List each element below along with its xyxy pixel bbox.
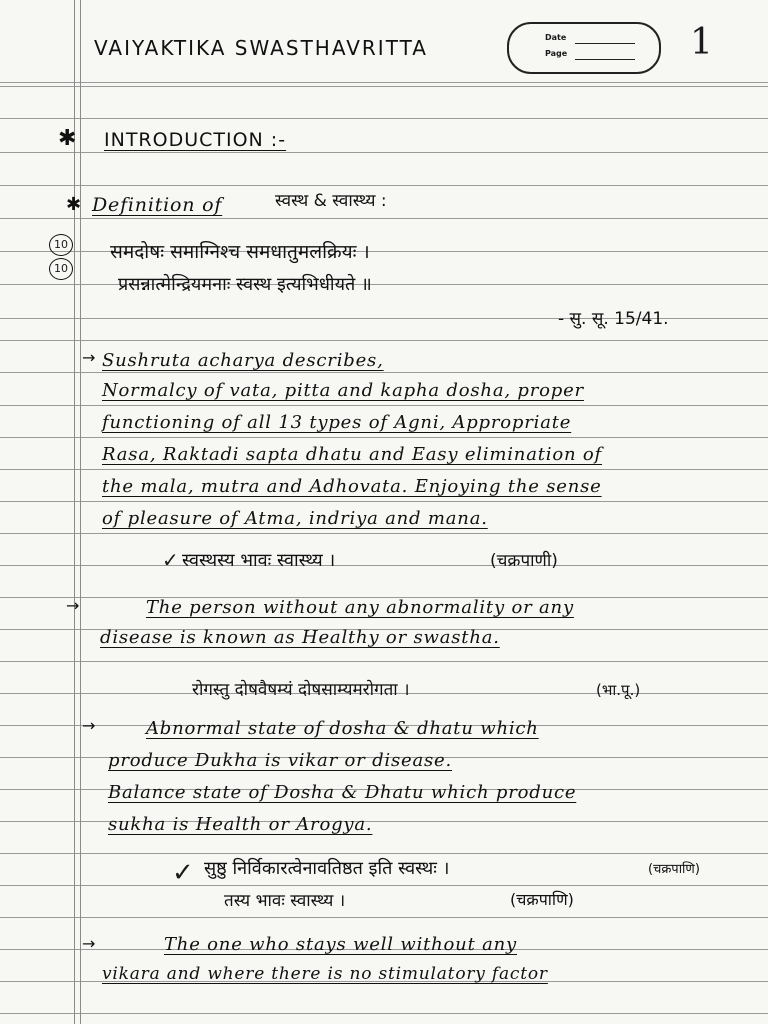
date-line: [575, 43, 635, 44]
ruled-line: [0, 437, 768, 438]
explanation-line: The person without any abnormality or any: [146, 597, 574, 618]
page-label: Page: [545, 49, 568, 58]
ruled-line: [0, 469, 768, 470]
explanation-line: Rasa, Raktadi sapta dhatu and Easy elimination of: [102, 444, 602, 465]
shloka-line: तस्य भावः स्वास्थ्य ।: [224, 891, 346, 911]
ruled-line: [0, 661, 768, 662]
ruled-line: [0, 885, 768, 886]
circled-mark: 10: [49, 234, 73, 256]
ruled-line: [0, 917, 768, 918]
ruled-line: [0, 152, 768, 153]
arrow-icon: →: [82, 348, 96, 367]
explanation-line: Abnormal state of dosha & dhatu which: [146, 718, 539, 739]
explanation-line: sukha is Health or Arogya.: [108, 814, 373, 835]
page-title: VAIYAKTIKA SWASTHAVRITTA: [94, 36, 428, 60]
explanation-line: the mala, mutra and Adhovata. Enjoying the sense: [102, 476, 602, 497]
shloka-line: प्रसन्नात्मेन्द्रियमनाः स्वस्थ इत्यभिधीयते ॥: [118, 274, 372, 295]
shloka-line: स्वस्थस्य भावः स्वास्थ्य ।: [182, 550, 336, 571]
page-line: [575, 59, 635, 60]
ruled-line: [0, 565, 768, 566]
explanation-line: Normalcy of vata, pitta and kapha dosha, proper: [102, 380, 584, 401]
ruled-line: [0, 218, 768, 219]
shloka-line: समदोषः समाग्निश्च समधातुमलक्रियः ।: [110, 241, 370, 263]
definition-terms: स्वस्थ & स्वास्थ्य :: [275, 191, 387, 211]
section-heading: INTRODUCTION :-: [104, 129, 287, 151]
ruled-line: [0, 405, 768, 406]
shloka-reference: - सु. सू. 15/41.: [558, 309, 669, 329]
explanation-line: Balance state of Dosha & Dhatu which produce: [108, 782, 577, 803]
ruled-line: [0, 118, 768, 119]
page-number: 1: [690, 22, 713, 63]
explanation-line: Sushruta acharya describes,: [102, 350, 384, 371]
explanation-line: The one who stays well without any: [164, 934, 518, 955]
explanation-line: disease is known as Healthy or swastha.: [100, 627, 500, 648]
ruled-line: [0, 533, 768, 534]
explanation-line: produce Dukha is vikar or disease.: [108, 750, 452, 771]
definition-prefix: Definition of: [92, 194, 223, 216]
margin-line: [80, 0, 81, 1024]
explanation-line: functioning of all 13 types of Agni, Appropriate: [102, 412, 572, 433]
date-page-stamp: [507, 22, 661, 74]
bullet-star-icon: ✱: [66, 194, 82, 215]
margin-line: [74, 0, 75, 1024]
circled-mark: 10: [49, 258, 73, 280]
ruled-line: [0, 185, 768, 186]
shloka-line: सुष्ठु निर्विकारत्वेनावतिष्ठत इति स्वस्थः ।: [204, 858, 450, 879]
ruled-line: [0, 82, 768, 83]
ruled-line: [0, 501, 768, 502]
bullet-star-icon: ✱: [58, 126, 77, 151]
date-label: Date: [545, 33, 567, 42]
ruled-line: [0, 853, 768, 854]
shloka-reference: (चक्रपाणि): [510, 890, 574, 909]
explanation-line: vikara and where there is no stimulatory factor: [102, 964, 548, 984]
arrow-icon: →: [82, 934, 96, 953]
arrow-icon: →: [82, 716, 96, 735]
ruled-line: [0, 372, 768, 373]
shloka-reference: (चक्रपाणि): [648, 862, 700, 877]
explanation-line: of pleasure of Atma, indriya and mana.: [102, 508, 488, 529]
ruled-line: [0, 284, 768, 285]
ruled-line: [0, 1013, 768, 1014]
ruled-line: [0, 86, 768, 87]
check-icon: ✓: [162, 548, 179, 572]
shloka-reference: (चक्रपाणी): [490, 551, 558, 571]
shloka-reference: (भा.पू.): [596, 681, 641, 699]
shloka-line: रोगस्तु दोषवैषम्यं दोषसाम्यमरोगता ।: [192, 680, 410, 700]
ruled-line: [0, 340, 768, 341]
arrow-icon: →: [66, 596, 80, 615]
check-icon: ✓: [172, 858, 194, 888]
